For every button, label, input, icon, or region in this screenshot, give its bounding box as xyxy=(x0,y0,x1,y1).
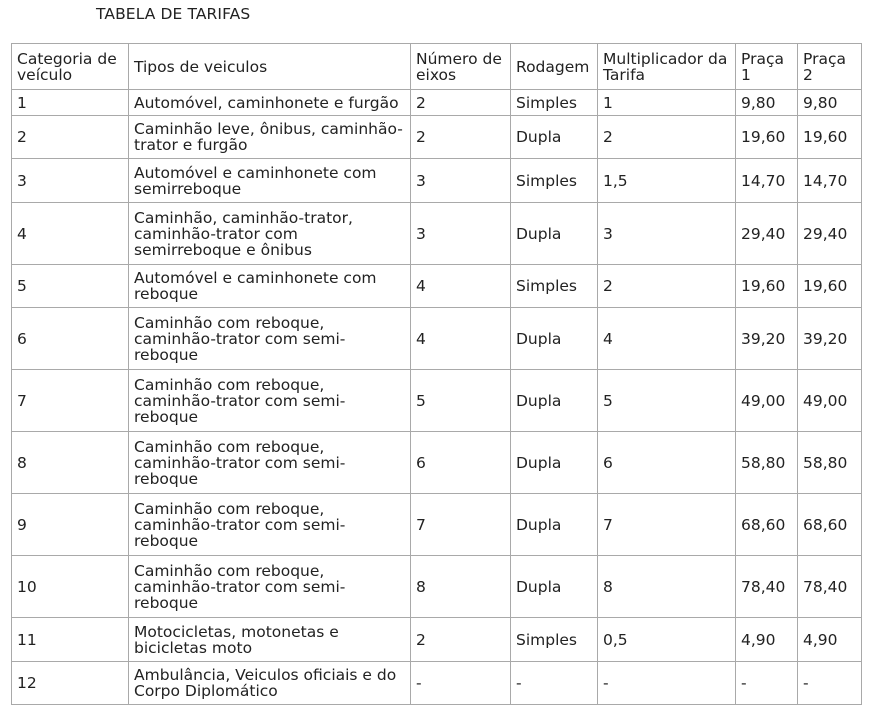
cell-categoria: 7 xyxy=(12,370,129,432)
cell-eixos: - xyxy=(411,662,511,705)
cell-categoria: 5 xyxy=(12,265,129,308)
tariff-table xyxy=(11,43,862,705)
cell-praca-1: 49,00 xyxy=(736,370,798,432)
cell-multiplicador: 6 xyxy=(598,432,736,494)
cell-praca-1: - xyxy=(736,662,798,705)
cell-praca-1: 19,60 xyxy=(736,265,798,308)
cell-tipos: Caminhão com reboque, caminhão-trator com semi-reboque xyxy=(129,370,411,432)
cell-eixos: 4 xyxy=(411,265,511,308)
table-row xyxy=(12,90,862,116)
cell-rodagem: Simples xyxy=(511,265,598,308)
cell-praca-1: 39,20 xyxy=(736,308,798,370)
cell-praca-1: 58,80 xyxy=(736,432,798,494)
cell-rodagem: Dupla xyxy=(511,203,598,265)
table-row xyxy=(12,432,862,494)
table-row xyxy=(12,203,862,265)
cell-tipos: Ambulância, Veiculos oficiais e do Corpo Diplomático xyxy=(129,662,411,705)
cell-rodagem: Simples xyxy=(511,90,598,116)
cell-tipos: Caminhão com reboque, caminhão-trator com semi-reboque xyxy=(129,432,411,494)
cell-eixos: 2 xyxy=(411,618,511,662)
cell-praca-2: 9,80 xyxy=(798,90,862,116)
cell-multiplicador: 8 xyxy=(598,556,736,618)
cell-praca-1: 19,60 xyxy=(736,116,798,159)
header-praca-2: Praça 2 xyxy=(798,44,862,90)
cell-categoria: 9 xyxy=(12,494,129,556)
cell-categoria: 4 xyxy=(12,203,129,265)
cell-praca-2: 49,00 xyxy=(798,370,862,432)
cell-praca-1: 4,90 xyxy=(736,618,798,662)
cell-eixos: 8 xyxy=(411,556,511,618)
cell-praca-2: 4,90 xyxy=(798,618,862,662)
table-header xyxy=(12,44,862,90)
cell-praca-2: 78,40 xyxy=(798,556,862,618)
cell-praca-2: 58,80 xyxy=(798,432,862,494)
cell-tipos: Caminhão com reboque, caminhão-trator com semi-reboque xyxy=(129,494,411,556)
cell-multiplicador: 3 xyxy=(598,203,736,265)
cell-tipos: Automóvel, caminhonete e furgão xyxy=(129,90,411,116)
cell-multiplicador: 1,5 xyxy=(598,159,736,203)
cell-multiplicador: 2 xyxy=(598,265,736,308)
page-title: TABELA DE TARIFAS xyxy=(96,5,251,23)
cell-rodagem: Dupla xyxy=(511,370,598,432)
cell-categoria: 1 xyxy=(12,90,129,116)
cell-multiplicador: 0,5 xyxy=(598,618,736,662)
cell-multiplicador: 7 xyxy=(598,494,736,556)
cell-categoria: 12 xyxy=(12,662,129,705)
table-row xyxy=(12,370,862,432)
table-row xyxy=(12,662,862,705)
cell-praca-2: 19,60 xyxy=(798,265,862,308)
header-row xyxy=(12,44,862,90)
cell-multiplicador: 5 xyxy=(598,370,736,432)
table-row xyxy=(12,308,862,370)
header-praca-1: Praça 1 xyxy=(736,44,798,90)
cell-multiplicador: 4 xyxy=(598,308,736,370)
table-row xyxy=(12,618,862,662)
table-row xyxy=(12,265,862,308)
cell-rodagem: Dupla xyxy=(511,432,598,494)
cell-praca-2: 39,20 xyxy=(798,308,862,370)
cell-praca-2: - xyxy=(798,662,862,705)
cell-categoria: 2 xyxy=(12,116,129,159)
cell-praca-2: 68,60 xyxy=(798,494,862,556)
cell-multiplicador: 1 xyxy=(598,90,736,116)
table-row xyxy=(12,159,862,203)
table-row xyxy=(12,116,862,159)
cell-tipos: Automóvel e caminhonete com reboque xyxy=(129,265,411,308)
cell-praca-2: 19,60 xyxy=(798,116,862,159)
cell-categoria: 3 xyxy=(12,159,129,203)
cell-rodagem: Dupla xyxy=(511,494,598,556)
header-categoria: Categoria de veículo xyxy=(12,44,129,90)
cell-categoria: 8 xyxy=(12,432,129,494)
cell-categoria: 11 xyxy=(12,618,129,662)
cell-eixos: 7 xyxy=(411,494,511,556)
cell-praca-1: 78,40 xyxy=(736,556,798,618)
cell-praca-1: 14,70 xyxy=(736,159,798,203)
cell-eixos: 6 xyxy=(411,432,511,494)
cell-eixos: 3 xyxy=(411,159,511,203)
cell-categoria: 10 xyxy=(12,556,129,618)
cell-rodagem: - xyxy=(511,662,598,705)
header-rodagem: Rodagem xyxy=(511,44,598,90)
cell-eixos: 3 xyxy=(411,203,511,265)
header-multiplicador: Multiplicador da Tarifa xyxy=(598,44,736,90)
header-eixos: Número de eixos xyxy=(411,44,511,90)
cell-rodagem: Simples xyxy=(511,159,598,203)
header-tipos: Tipos de veiculos xyxy=(129,44,411,90)
cell-categoria: 6 xyxy=(12,308,129,370)
cell-praca-1: 68,60 xyxy=(736,494,798,556)
cell-tipos: Caminhão leve, ônibus, caminhão-trator e furgão xyxy=(129,116,411,159)
cell-eixos: 5 xyxy=(411,370,511,432)
cell-rodagem: Dupla xyxy=(511,556,598,618)
cell-rodagem: Dupla xyxy=(511,308,598,370)
cell-multiplicador: - xyxy=(598,662,736,705)
cell-eixos: 2 xyxy=(411,90,511,116)
cell-eixos: 2 xyxy=(411,116,511,159)
cell-tipos: Caminhão com reboque, caminhão-trator com semi-reboque xyxy=(129,308,411,370)
cell-praca-1: 9,80 xyxy=(736,90,798,116)
cell-praca-2: 29,40 xyxy=(798,203,862,265)
cell-rodagem: Simples xyxy=(511,618,598,662)
cell-rodagem: Dupla xyxy=(511,116,598,159)
cell-praca-1: 29,40 xyxy=(736,203,798,265)
table-row xyxy=(12,494,862,556)
table-body xyxy=(12,90,862,705)
cell-multiplicador: 2 xyxy=(598,116,736,159)
cell-tipos: Caminhão, caminhão-trator, caminhão-trator com semirreboque e ônibus xyxy=(129,203,411,265)
cell-eixos: 4 xyxy=(411,308,511,370)
cell-tipos: Automóvel e caminhonete com semirreboque xyxy=(129,159,411,203)
cell-tipos: Caminhão com reboque, caminhão-trator com semi-reboque xyxy=(129,556,411,618)
table-row xyxy=(12,556,862,618)
cell-praca-2: 14,70 xyxy=(798,159,862,203)
cell-tipos: Motocicletas, motonetas e bicicletas moto xyxy=(129,618,411,662)
